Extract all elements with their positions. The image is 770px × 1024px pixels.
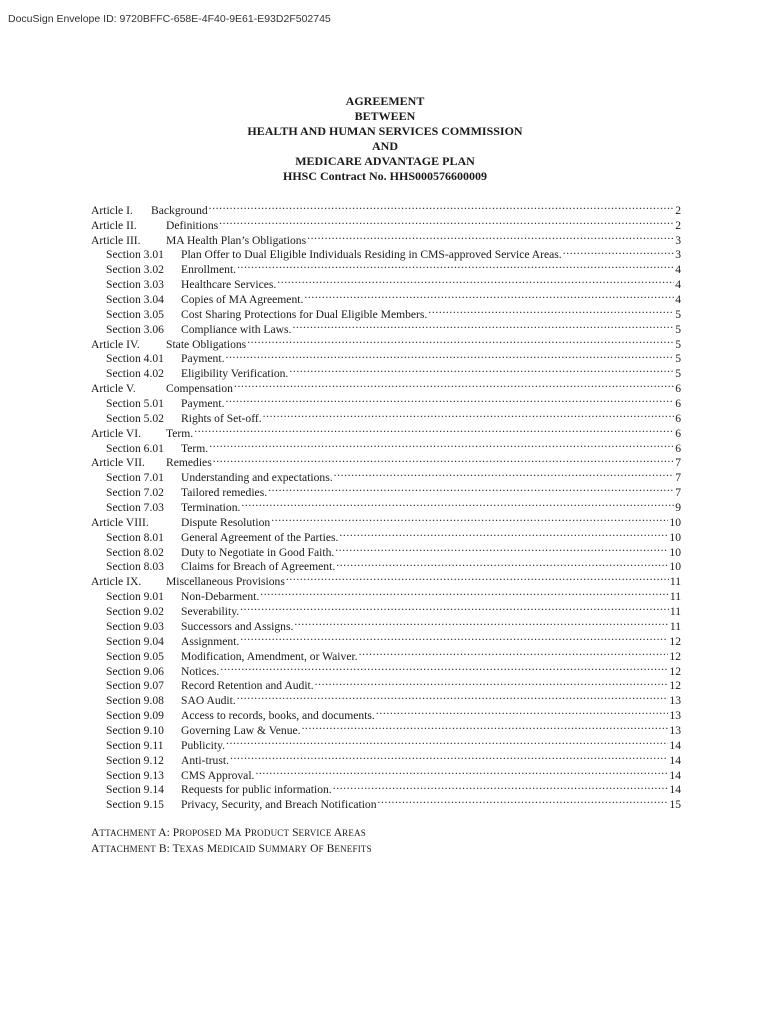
toc-entry-label: Understanding and expectations. xyxy=(181,471,333,485)
toc-entry-number: Section 3.06 xyxy=(106,322,164,336)
toc-entry-label: Eligibility Verification. xyxy=(181,367,289,381)
toc-dot-leader xyxy=(237,258,674,273)
toc-entry-page-number: 7 xyxy=(675,471,681,485)
toc-dot-leader xyxy=(260,585,669,600)
docusign-envelope-id: DocuSign Envelope ID: 9720BFFC-658E-4F40-9E61-E93D2F502745 xyxy=(8,13,331,25)
agreement-title xyxy=(0,94,770,184)
toc-entry-page-number: 14 xyxy=(669,738,681,752)
toc-entry-page-number: 11 xyxy=(669,605,681,619)
title-line: HEALTH AND HUMAN SERVICES COMMISSION xyxy=(247,124,523,138)
toc-entry-number: Section 9.08 xyxy=(106,694,164,708)
attachment-entry[interactable]: ATTACHMENT A: PROPOSED MA PRODUCT SERVICE AREAS xyxy=(91,826,366,839)
toc-dot-leader xyxy=(241,496,674,511)
toc-entry-label: Cost Sharing Protections for Dual Eligible Members. xyxy=(181,307,428,321)
toc-dot-leader xyxy=(220,660,668,675)
toc-entry-number: Section 8.02 xyxy=(106,545,164,559)
table-of-contents xyxy=(91,199,681,812)
toc-dot-leader xyxy=(225,392,674,407)
toc-entry-number: Article IX. xyxy=(91,575,142,589)
toc-entry-page-number: 6 xyxy=(675,397,681,411)
toc-dot-leader xyxy=(237,689,669,704)
toc-entry-label: Compensation xyxy=(166,382,233,396)
toc-entry-page-number: 14 xyxy=(669,768,681,782)
toc-entry-label: Severability. xyxy=(181,605,240,619)
toc-entry-page-number: 7 xyxy=(675,486,681,500)
toc-dot-leader xyxy=(240,600,669,615)
toc-dot-leader xyxy=(209,437,674,452)
toc-entry-label: Anti-trust. xyxy=(181,753,229,767)
toc-entry-number: Section 5.01 xyxy=(106,397,164,411)
toc-entry-label: MA Health Plan’s Obligations xyxy=(166,233,307,247)
toc-entry-page-number: 12 xyxy=(669,634,681,648)
toc-entry-number: Section 7.02 xyxy=(106,486,164,500)
toc-entry-number: Section 6.01 xyxy=(106,441,164,455)
toc-dot-leader xyxy=(333,779,669,794)
toc-entry-label: Background xyxy=(151,203,208,217)
toc-entry-number: Section 9.06 xyxy=(106,664,164,678)
toc-entry-page-number: 2 xyxy=(675,218,681,232)
toc-dot-leader xyxy=(376,704,669,719)
toc-entry-page-number: 15 xyxy=(669,798,681,812)
toc-entry-number: Section 8.01 xyxy=(106,530,164,544)
toc-entry-label: Governing Law & Venue. xyxy=(181,723,301,737)
toc-entry-page-number: 12 xyxy=(669,679,681,693)
toc-entry-page-number: 3 xyxy=(675,233,681,247)
toc-dot-leader xyxy=(286,570,669,585)
toc-entry-label: Tailored remedies. xyxy=(181,486,268,500)
toc-entry-number: Section 9.15 xyxy=(106,798,164,812)
toc-dot-leader xyxy=(289,362,674,377)
toc-article-entry[interactable] xyxy=(91,199,681,217)
toc-entry-number: Article II. xyxy=(91,218,137,232)
toc-entry-number: Article VI. xyxy=(91,426,142,440)
attachment-entry[interactable]: ATTACHMENT B: TEXAS MEDICAID SUMMARY OF BENEFITS xyxy=(91,842,372,855)
toc-entry-number: Section 4.02 xyxy=(106,367,164,381)
toc-entry-label: Claims for Breach of Agreement. xyxy=(181,560,336,574)
toc-entry-label: Miscellaneous Provisions xyxy=(166,575,285,589)
toc-dot-leader xyxy=(263,407,675,422)
toc-entry-number: Section 9.10 xyxy=(106,723,164,737)
toc-entry-page-number: 6 xyxy=(675,411,681,425)
toc-entry-label: Successors and Assigns. xyxy=(181,619,294,633)
toc-dot-leader xyxy=(230,749,668,764)
toc-entry-page-number: 5 xyxy=(675,367,681,381)
toc-entry-label: Enrollment. xyxy=(181,263,237,277)
toc-entry-number: Section 3.04 xyxy=(106,293,164,307)
toc-entry-page-number: 5 xyxy=(675,352,681,366)
toc-entry-label: Access to records, books, and documents. xyxy=(181,709,375,723)
toc-entry-label: Publicity. xyxy=(181,738,226,752)
toc-entry-number: Section 9.11 xyxy=(106,738,164,752)
toc-dot-leader xyxy=(209,199,675,214)
toc-entry-page-number: 14 xyxy=(669,783,681,797)
toc-entry-page-number: 4 xyxy=(675,278,681,292)
toc-entry-label: Copies of MA Agreement. xyxy=(181,293,304,307)
toc-dot-leader xyxy=(292,318,674,333)
toc-entry-page-number: 5 xyxy=(675,307,681,321)
toc-entry-number: Section 9.13 xyxy=(106,768,164,782)
toc-entry-page-number: 4 xyxy=(675,263,681,277)
toc-entry-number: Section 9.09 xyxy=(106,709,164,723)
toc-entry-label: Term. xyxy=(166,426,194,440)
title-line: AGREEMENT xyxy=(345,94,425,108)
toc-entry-number: Section 9.02 xyxy=(106,605,164,619)
toc-entry-number: Section 7.03 xyxy=(106,501,164,515)
toc-entry-number: Section 9.14 xyxy=(106,783,164,797)
toc-dot-leader xyxy=(304,288,674,303)
toc-entry-label: SAO Audit. xyxy=(181,694,236,708)
toc-entry-page-number: 11 xyxy=(669,619,681,633)
toc-entry-page-number: 6 xyxy=(675,441,681,455)
toc-dot-leader xyxy=(359,645,669,660)
toc-dot-leader xyxy=(428,303,674,318)
toc-dot-leader xyxy=(277,273,674,288)
toc-entry-label: Privacy, Security, and Breach Notification xyxy=(181,798,377,812)
toc-entry-label: Remedies xyxy=(166,456,212,470)
toc-entry-number: Section 9.04 xyxy=(106,634,164,648)
toc-entry-label: Dispute Resolution xyxy=(181,515,271,529)
toc-dot-leader xyxy=(234,377,674,392)
toc-entry-page-number: 5 xyxy=(675,322,681,336)
toc-entry-number: Section 9.12 xyxy=(106,753,164,767)
toc-entry-page-number: 6 xyxy=(675,426,681,440)
toc-entry-page-number: 3 xyxy=(675,248,681,262)
toc-dot-leader xyxy=(225,348,674,363)
toc-dot-leader xyxy=(563,244,675,259)
toc-dot-leader xyxy=(194,422,674,437)
attachments-list xyxy=(91,825,372,857)
toc-dot-leader xyxy=(268,481,674,496)
toc-dot-leader xyxy=(219,214,674,229)
toc-entry-label: Modification, Amendment, or Waiver. xyxy=(181,649,358,663)
title-line: HHSC Contract No. HHS000576600009 xyxy=(283,169,487,183)
toc-entry-label: Termination. xyxy=(181,501,241,515)
toc-dot-leader xyxy=(240,630,668,645)
toc-entry-page-number: 9 xyxy=(675,501,681,515)
toc-entry-label: Non-Debarment. xyxy=(181,590,260,604)
toc-entry-number: Section 9.05 xyxy=(106,649,164,663)
toc-entry-page-number: 7 xyxy=(675,456,681,470)
toc-entry-number: Article I. xyxy=(91,203,133,217)
toc-entry-page-number: 13 xyxy=(669,709,681,723)
toc-dot-leader xyxy=(213,452,674,467)
toc-entry-number: Section 9.07 xyxy=(106,679,164,693)
toc-entry-number: Article V. xyxy=(91,382,136,396)
toc-entry-label: General Agreement of the Parties. xyxy=(181,530,339,544)
toc-entry-page-number: 4 xyxy=(675,293,681,307)
toc-dot-leader xyxy=(336,556,668,571)
toc-entry-number: Section 9.03 xyxy=(106,619,164,633)
toc-dot-leader xyxy=(335,541,668,556)
toc-entry-number: Article IV. xyxy=(91,337,140,351)
toc-entry-label: Plan Offer to Dual Eligible Individuals Residing in CMS-approved Service Areas. xyxy=(181,248,562,262)
title-line: BETWEEN xyxy=(354,109,416,123)
toc-entry-number: Section 3.02 xyxy=(106,263,164,277)
toc-dot-leader xyxy=(315,675,669,690)
toc-dot-leader xyxy=(339,526,668,541)
toc-entry-page-number: 14 xyxy=(669,753,681,767)
toc-entry-label: Term. xyxy=(181,441,209,455)
title-line: MEDICARE ADVANTAGE PLAN xyxy=(295,154,475,168)
toc-entry-page-number: 12 xyxy=(669,664,681,678)
toc-dot-leader xyxy=(302,719,669,734)
toc-dot-leader xyxy=(378,793,669,808)
toc-dot-leader xyxy=(307,229,674,244)
toc-entry-page-number: 10 xyxy=(669,545,681,559)
toc-entry-page-number: 5 xyxy=(675,337,681,351)
toc-entry-label: Definitions xyxy=(166,218,219,232)
toc-dot-leader xyxy=(271,511,668,526)
toc-entry-label: Healthcare Services. xyxy=(181,278,277,292)
toc-entry-label: Compliance with Laws. xyxy=(181,322,292,336)
toc-entry-label: Payment. xyxy=(181,397,225,411)
toc-entry-label: Record Retention and Audit. xyxy=(181,679,314,693)
toc-entry-page-number: 13 xyxy=(669,694,681,708)
toc-entry-number: Section 4.01 xyxy=(106,352,164,366)
toc-entry-page-number: 2 xyxy=(675,203,681,217)
toc-entry-page-number: 13 xyxy=(669,723,681,737)
toc-entry-number: Article III. xyxy=(91,233,141,247)
toc-entry-number: Section 3.01 xyxy=(106,248,164,262)
toc-dot-leader xyxy=(247,333,674,348)
toc-entry-number: Section 9.01 xyxy=(106,590,164,604)
toc-entry-page-number: 10 xyxy=(669,530,681,544)
toc-dot-leader xyxy=(334,466,675,481)
title-line: AND xyxy=(372,139,398,153)
toc-entry-number: Article VII. xyxy=(91,456,145,470)
toc-entry-number: Section 8.03 xyxy=(106,560,164,574)
toc-entry-page-number: 6 xyxy=(675,382,681,396)
toc-dot-leader xyxy=(255,764,668,779)
toc-entry-number: Section 5.02 xyxy=(106,411,164,425)
toc-dot-leader xyxy=(226,734,668,749)
toc-entry-label: Requests for public information. xyxy=(181,783,332,797)
toc-entry-label: CMS Approval. xyxy=(181,768,255,782)
toc-entry-label: Notices. xyxy=(181,664,220,678)
toc-entry-number: Section 3.03 xyxy=(106,278,164,292)
toc-entry-page-number: 11 xyxy=(669,575,681,589)
toc-entry-page-number: 10 xyxy=(669,560,681,574)
toc-entry-page-number: 10 xyxy=(669,515,681,529)
toc-entry-page-number: 11 xyxy=(669,590,681,604)
toc-entry-label: Duty to Negotiate in Good Faith. xyxy=(181,545,335,559)
toc-entry-label: State Obligations xyxy=(166,337,247,351)
toc-entry-number: Section 3.05 xyxy=(106,307,164,321)
toc-entry-label: Assignment. xyxy=(181,634,240,648)
toc-entry-label: Payment. xyxy=(181,352,225,366)
toc-entry-number: Article VIII. xyxy=(91,515,149,529)
toc-entry-label: Rights of Set-off. xyxy=(181,411,262,425)
toc-dot-leader xyxy=(294,615,668,630)
toc-entry-page-number: 12 xyxy=(669,649,681,663)
toc-entry-number: Section 7.01 xyxy=(106,471,164,485)
